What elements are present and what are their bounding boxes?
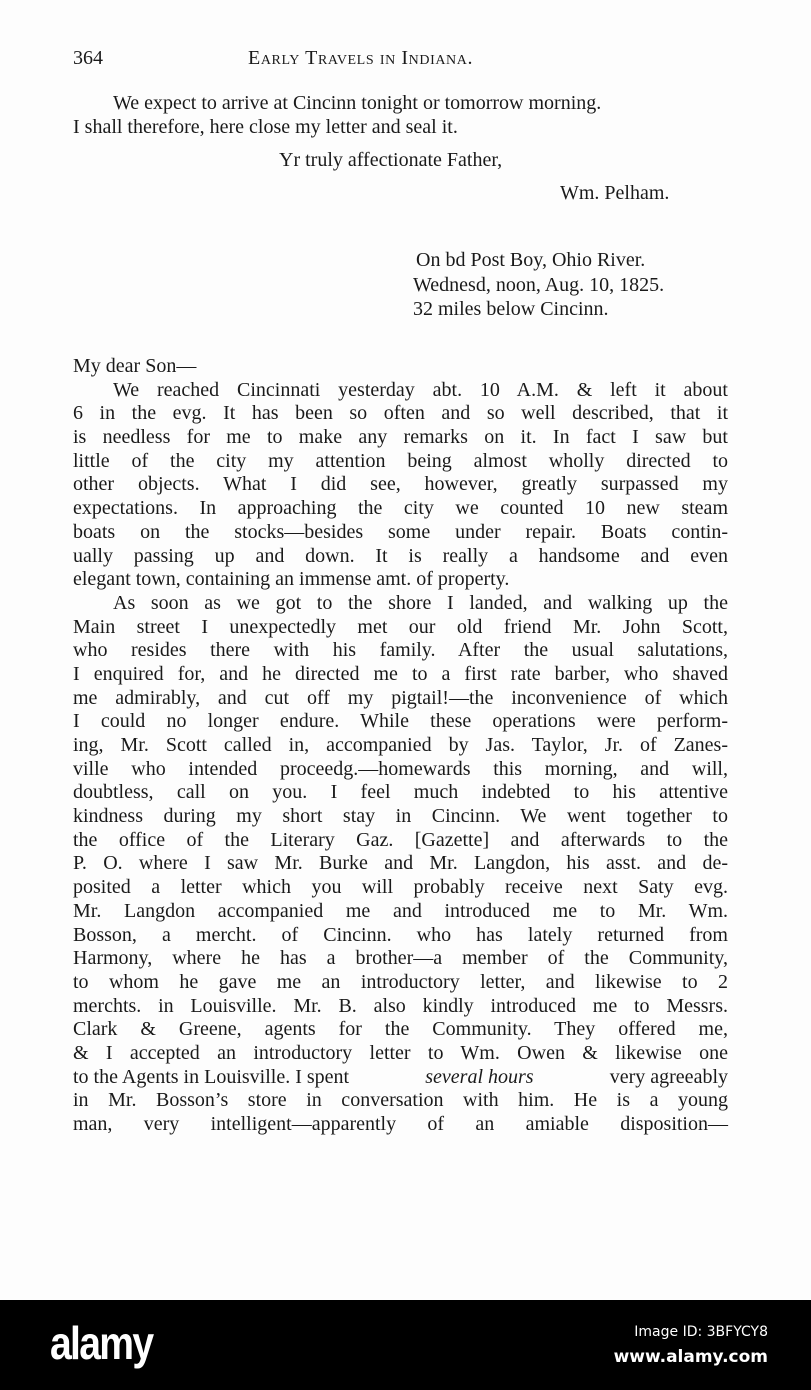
text-line: the office of the Literary Gaz. [Gazette] and afterwards to the: [73, 828, 728, 851]
text-line: kindness during my short stay in Cincinn. We went together to: [73, 805, 728, 828]
text-segment: very agreeably: [609, 1065, 728, 1088]
signature: Wm. Pelham.: [560, 182, 670, 204]
text-line: Bosson, a mercht. of Cincinn. who has lately returned from: [73, 923, 728, 946]
text-line: ville who intended proceedg.—homewards this morning, and will,: [73, 757, 728, 780]
text-line: me admirably, and cut off my pigtail!—the inconvenience of which: [73, 686, 728, 709]
text-line: other objects. What I did see, however, greatly surpassed my: [73, 473, 728, 496]
closing-line-1: We expect to arrive at Cincinn tonight or tomorrow morning.: [113, 92, 602, 114]
text-line: & I accepted an introductory letter to Wm. Owen & likewise one: [73, 1041, 728, 1064]
text-line: in Mr. Bosson’s store in conversation with him. He is a young: [73, 1089, 728, 1112]
alamy-logo: alamy: [50, 1317, 153, 1369]
text-line: little of the city my attention being almost wholly directed to: [73, 449, 728, 472]
watermark-url: www.alamy.com: [613, 1347, 768, 1367]
text-line-with-italic: [73, 1066, 728, 1090]
text-line: Clark & Greene, agents for the Community. They offered me,: [73, 1018, 728, 1041]
greeting: My dear Son—: [73, 355, 197, 377]
text-line: Mr. Langdon accompanied me and introduced me to Mr. Wm.: [73, 899, 728, 922]
text-line: posited a letter which you will probably receive next Saty evg.: [73, 876, 728, 899]
dateline-1: On bd Post Boy, Ohio River.: [416, 249, 646, 271]
text-line: ually passing up and down. It is really a handsome and even: [73, 544, 728, 567]
text-line: man, very intelligent—apparently of an amiable disposition—: [73, 1113, 728, 1135]
text-line: P. O. where I saw Mr. Burke and Mr. Langdon, his asst. and de-: [73, 852, 728, 875]
text-line: I enquired for, and he directed me to a first rate barber, who shaved: [73, 662, 728, 685]
text-line: to whom he gave me an introductory letter, and likewise to 2: [73, 970, 728, 993]
text-line: I could no longer endure. While these operations were perform-: [73, 710, 728, 733]
watermark-bar: [0, 1300, 811, 1390]
text-line: merchts. in Louisville. Mr. B. also kindly introduced me to Messrs.: [73, 994, 728, 1017]
text-line: elegant town, containing an immense amt. of property.: [73, 568, 510, 591]
text-line: doubtless, call on you. I feel much indebted to his attentive: [73, 781, 728, 804]
text-line: expectations. In approaching the city we counted 10 new steam: [73, 497, 728, 520]
salutation: Yr truly affectionate Father,: [279, 149, 503, 171]
letter-body: [73, 355, 728, 1137]
text-line: ing, Mr. Scott called in, accompanied by Jas. Taylor, Jr. of Zanes-: [73, 734, 728, 756]
dateline-2: Wednesd, noon, Aug. 10, 1825.: [413, 274, 665, 296]
text-line: Harmony, where he has a brother—a member of the Community,: [73, 947, 728, 970]
italic-text: several hours: [425, 1065, 534, 1088]
text-line: is needless for me to make any remarks on it. In fact I saw but: [73, 426, 728, 449]
text-line: Main street I unexpectedly met our old friend Mr. John Scott,: [73, 615, 728, 638]
dateline-3: 32 miles below Cincinn.: [413, 298, 609, 320]
text-segment: to the Agents in Louisville. I spent: [73, 1065, 350, 1088]
image-id: Image ID: 3BFYCY8: [634, 1324, 768, 1340]
text-line: boats on the stocks—besides some under repair. Boats contin-: [73, 520, 728, 543]
text-line: As soon as we got to the shore I landed, and walking up the: [113, 591, 728, 614]
text-line: We reached Cincinnati yesterday abt. 10 A.M. & left it about: [113, 378, 728, 401]
running-title: Early Travels in Indiana.: [248, 47, 474, 69]
closing-line-2: I shall therefore, here close my letter and seal it.: [73, 116, 458, 138]
page-number: 364: [73, 47, 103, 69]
text-line: who resides there with his family. After the usual salutations,: [73, 639, 728, 662]
text-line: 6 in the evg. It has been so often and so well described, that it: [73, 402, 728, 425]
